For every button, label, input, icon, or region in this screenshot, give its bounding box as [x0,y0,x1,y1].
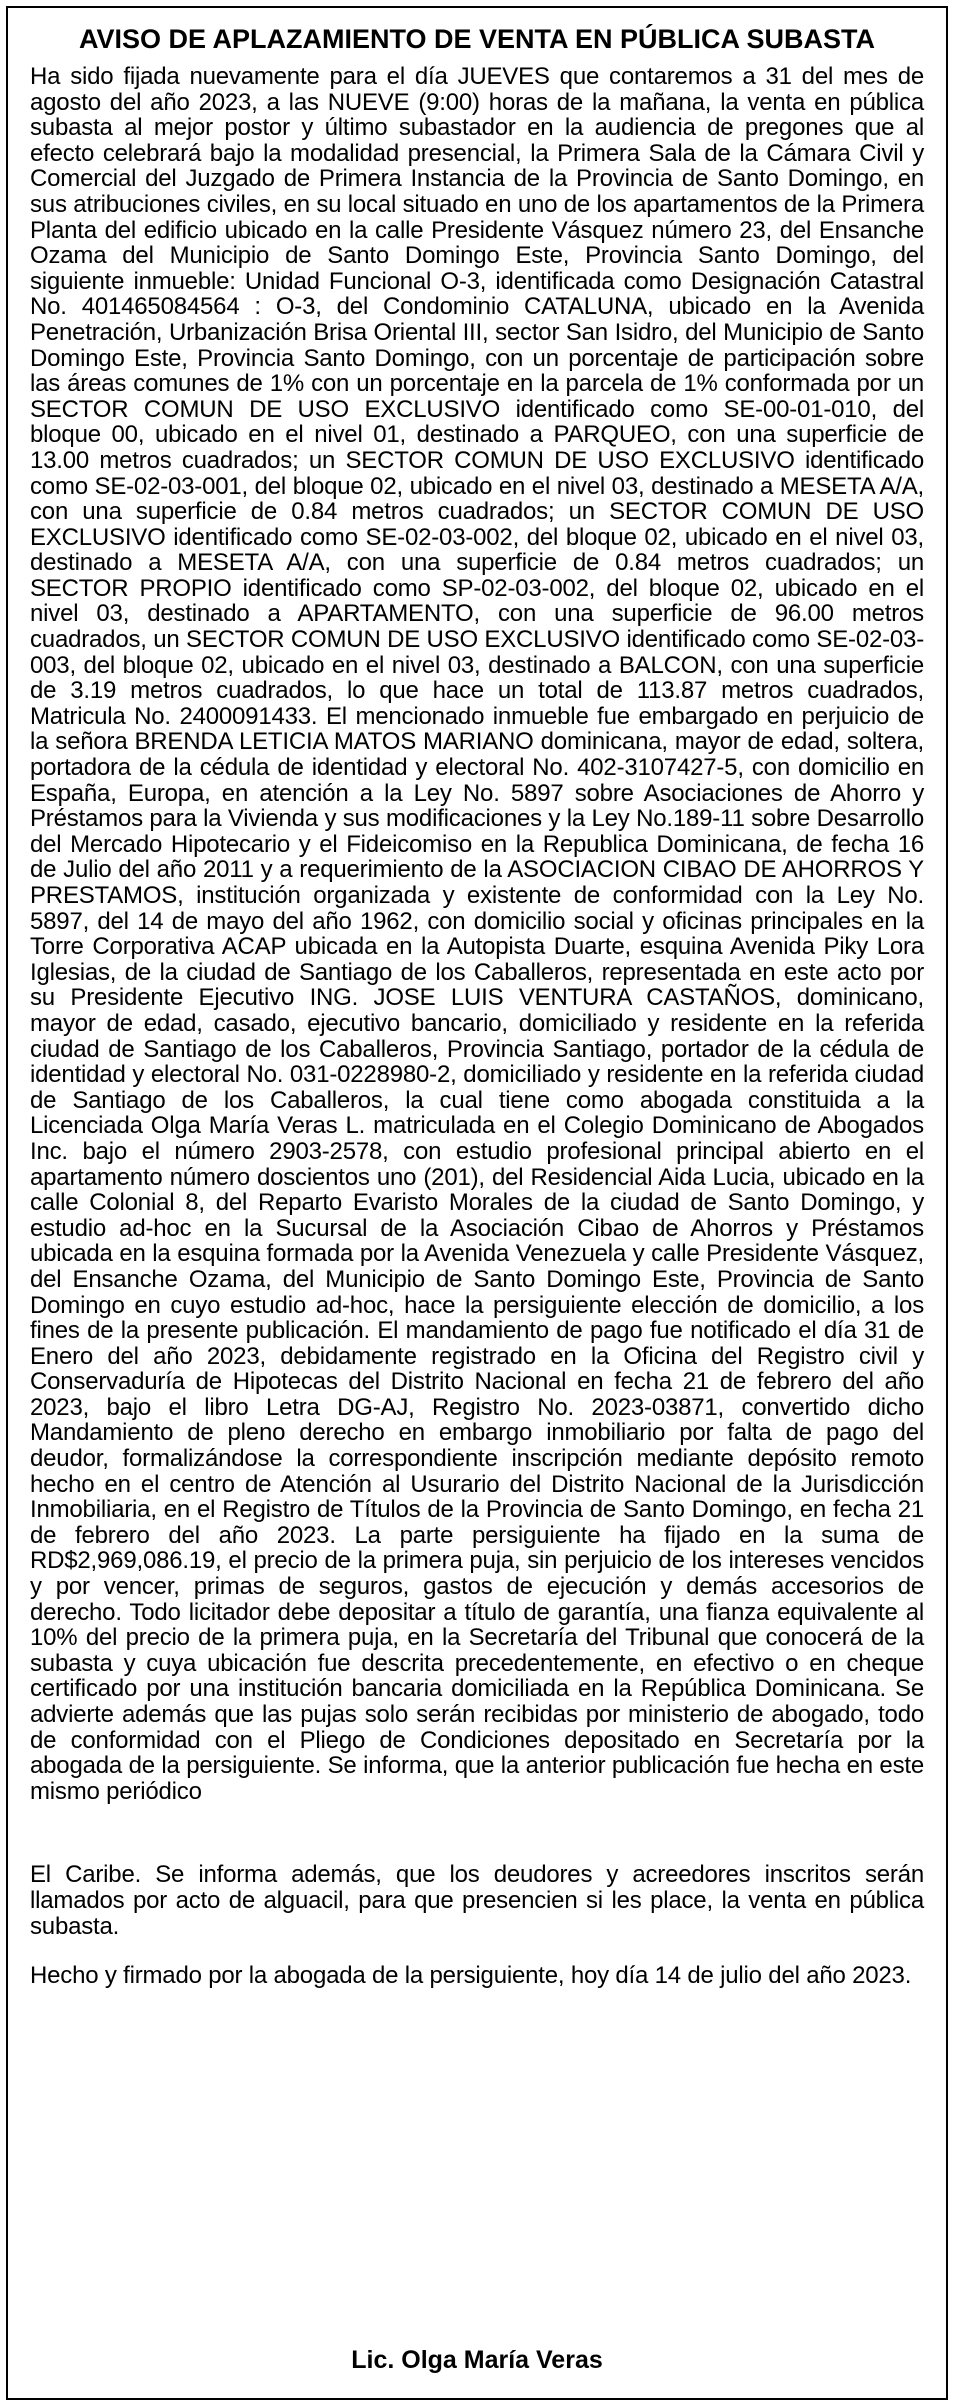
notice-title: AVISO DE APLAZAMIENTO DE VENTA EN PÚBLICA SUBASTA [78,24,876,54]
spacer [30,1989,924,2344]
notice-paragraph-3: Hecho y firmado por la abogada de la persiguiente, hoy día 14 de julio del año 2023. [30,1962,912,1990]
notice-body: Ha sido fijada nuevamente para el día JUEVES que contaremos a 31 del mes de agosto del año 2023, a las NUEVE (9:00) horas de la mañana, la venta en pública subasta al mejor postor y último subastador en la audiencia de pregones que al efecto celebrará bajo la modalidad presencial, la Primera Sala de la Cámara Civil y Comercial del Juzgado de Primera Instancia de la Provincia de Santo Domingo, en sus atribuciones civiles, en su local situado en uno de los apartamentos de la Primera Planta del edificio ubicado en la calle Presidente Vásquez número 23, del Ensanche Ozama del Municipio de Santo Domingo Este, Provincia Santo Domingo, del siguiente inmueble: Unidad Funcional O-3, identificada como Designación Catastral No. 401465084564 : O-3, del Condominio CATALUNA, ubicado en la Avenida Penetración, Urbanización Brisa Oriental III, sector San Isidro, del Municipio de Santo Domingo Este, Provincia Santo Domingo, con un porcentaje de participación sobre las áreas comunes de 1% con un porcentaje en la parcela de 1% conformada por un SECTOR COMUN DE USO EXCLUSIVO identificado como SE-00-01-010, del bloque 00, ubicado en el nivel 01, destinado a PARQUEO, con una superficie de 13.00 metros cuadrados; un SECTOR COMUN DE USO EXCLUSIVO identificado como SE-02-03-001, del bloque 02, ubicado en el nivel 03, destinado a MESETA A/A, con una superficie de 0.84 metros cuadrados; un SECTOR COMUN DE USO EXCLUSIVO identificado como SE-02-03-002, del bloque 02, ubicado en el nivel 03, destinado a MESETA A/A, con una superficie de 0.84 metros cuadrados; un SECTOR PROPIO identificado como SP-02-03-002, del bloque 02, ubicado en el nivel 03, destinado a APARTAMENTO, con una superficie de 96.00 metros cuadrados, un SECTOR COMUN DE USO EXCLUSIVO identificado como SE-02-03-003, del bloque 02, ubicado en el nivel 03, destinado a BALCON, con una superficie de 3.19 metros cuadrados, lo que hace un total de 113.87 metros cuadrados, Matricula No. 2400091433. El mencionado inmueble fue embargado en perjuicio de la señora BRENDA LETICIA MATOS MARIANO dominicana, mayor de edad, soltera, portadora de la cédula de identidad y electoral No. 402-3107427-5, con domicilio en España, Europa, en atención a la Ley No. 5897 sobre Asociaciones de Ahorro y Préstamos para la Vivienda y sus modificaciones y la Ley No.189-11 sobre Desarrollo del Mercado Hipotecario y el Fideicomiso en la Republica Dominicana, de fecha 16 de Julio del año 2011 y a requerimiento de la ASOCIACION CIBAO DE AHORROS Y PRESTAMOS, institución organizada y existente de conformidad con la Ley No. 5897, del 14 de mayo del año 1962, con domicilio social y oficinas principales en la Torre Corporativa ACAP ubicada en la Autopista Duarte, esquina Avenida Piky Lora Iglesias, de la ciudad de Santiago de los Caballeros, representada en este acto por su Presidente Ejecutivo ING. JOSE LUIS VENTURA CASTAÑOS, dominicano, mayor de edad, casado, ejecutivo bancario, domiciliado y residente en la referida ciudad de Santiago de los Caballeros, Provincia Santiago, portador de la cédula de identidad y electoral No. 031-0228980-2, domiciliado y residente en la referida ciudad de Santiago de los Caballeros, la cual tiene como abogada constituida a la Licenciada Olga María Veras L. matriculada en el Colegio Dominicano de Abogados Inc. bajo el número 2903-2578, con estudio profesional principal abierto en el apartamento número doscientos uno (201), del Residencial Aida Lucia, ubicado en la calle Colonial 8, del Reparto Evaristo Morales de la ciudad de Santo Domingo, y estudio ad-hoc en la Sucursal de la Asociación Cibao de Ahorros y Préstamos ubicada en la esquina formada por la Avenida Venezuela y calle Presidente Vásquez, del Ensanche Ozama, del Municipio de Santo Domingo Este, Provincia de Santo Domingo en cuyo estudio ad-hoc, hace la persiguiente elección de domicilio, a los fines de la presente publicación. El mandamiento de pago fue notificado el día 31 de Enero del año 2023, debidamente registrado en la Oficina del Registro civil y Conservaduría de Hipotecas del Distrito Nacional en fecha 21 de febrero del año 2023, bajo el libro Letra DG-AJ, Registro No. 2023-03871, convertido dicho Mandamiento de pleno derecho en embargo inmobiliario por falta de pago del deudor, formalizándose la correspondiente inscripción mediante depósito remoto hecho en el centro de Atención al Usurario del Distrito Nacional de la Jurisdicción Inmobiliaria, en el Registro de Títulos de la Provincia de Santo Domingo, en fecha 21 de febrero del año 2023. La parte persiguiente ha fijado en la suma de RD$2,969,086.19, el precio de la primera puja, sin perjuicio de los intereses vencidos y por vencer, primas de seguros, gastos de ejecución y demás accesorios de derecho. Todo licitador debe depositar a título de garantía, una fianza equivalente al 10% del precio de la primera puja, en la Secretaría del Tribunal que conocerá de la subasta y cuya ubicación fue descrita precedentemente, en efectivo o en cheque certificado por una institución bancaria domiciliada en la República Dominicana. Se advierte además que las pujas solo serán recibidas por ministerio de abogado, todo de conformidad con el Pliego de Condiciones depositado en Secretaría por la abogada de la persiguiente. Se informa, que la anterior publicación fue hecha en este mismo periódico [30,63,924,1805]
paragraph-gap [30,1804,924,1862]
legal-notice [6,6,948,2400]
paragraph-gap [30,1939,924,1963]
notice-paragraph-2: El Caribe. Se informa además, que los deudores y acreedores inscritos serán llamados por acto de alguacil, para que presencien si les place, la venta en pública subasta. [30,1861,924,1940]
signature: Lic. Olga María Veras [351,2346,603,2374]
